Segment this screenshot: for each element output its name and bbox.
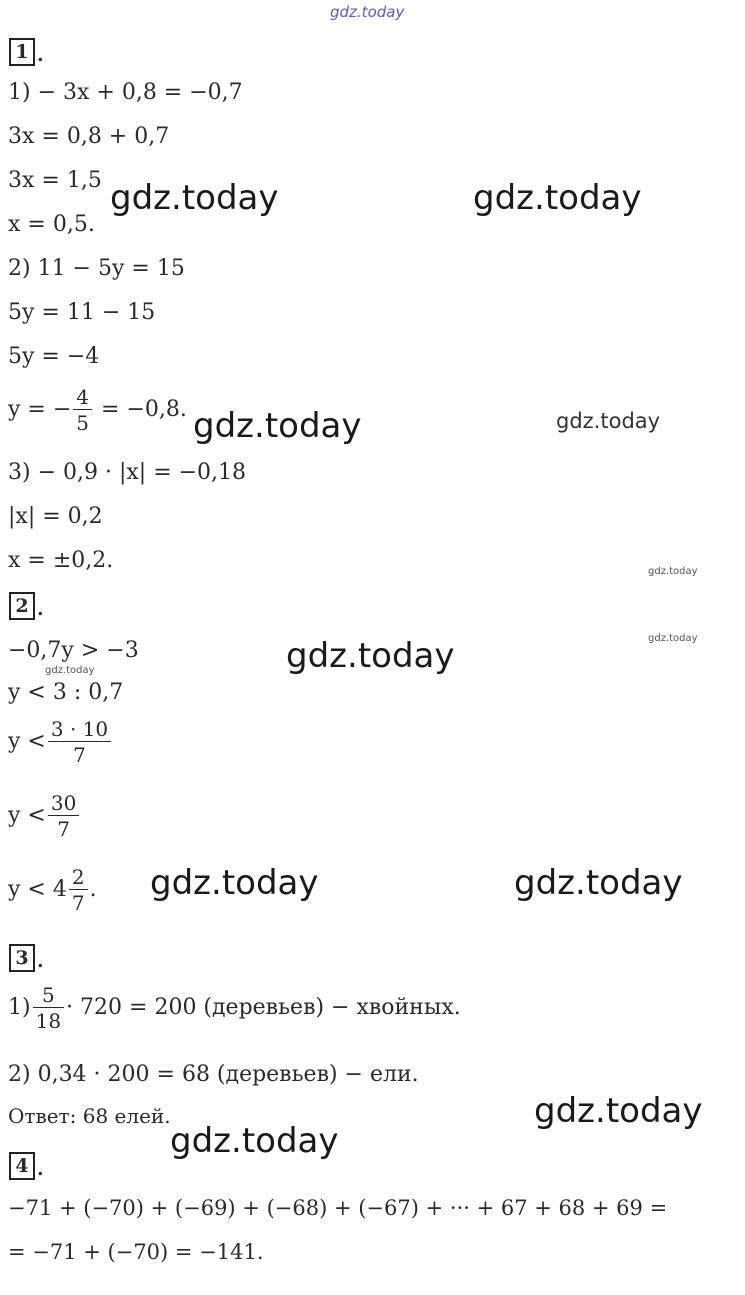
task-4-dot: .	[37, 1158, 44, 1180]
task-2-dot: .	[37, 598, 44, 620]
task-1-line-1: 1) − 3x + 0,8 = −0,7	[8, 80, 243, 105]
task-1-line-10: |x| = 0,2	[8, 504, 103, 529]
fraction-denominator: 7	[69, 889, 88, 914]
task-1-line-3: 3x = 1,5	[8, 168, 102, 193]
fraction-numerator: 3 · 10	[50, 717, 109, 741]
task-1-line-11: x = ±0,2.	[8, 548, 114, 573]
watermark: gdz.today	[473, 178, 642, 218]
watermark: gdz.today	[286, 636, 455, 676]
task-3-number: 3	[9, 944, 35, 972]
task-2-number: 2	[9, 592, 35, 620]
task-4-number: 4	[9, 1152, 35, 1180]
fraction-denominator: 18	[33, 1007, 64, 1032]
watermark: gdz.today	[514, 863, 683, 903]
fraction-numerator: 4	[76, 385, 90, 409]
watermark: gdz.today	[534, 1091, 703, 1131]
task-2-line-5-suffix: .	[89, 877, 97, 902]
watermark: gdz.today	[170, 1121, 339, 1161]
task-2-line-5-prefix: y < 4	[8, 877, 67, 902]
task-1-line-6: 5y = 11 − 15	[8, 300, 156, 325]
task-1-line-7: 5y = −4	[8, 344, 100, 369]
fraction-denominator: 7	[48, 741, 111, 766]
task-2-mixed-fraction	[69, 866, 88, 914]
task-1-line-8-suffix: = −0,8.	[94, 397, 187, 422]
task-1-line-5: 2) 11 − 5y = 15	[8, 256, 185, 281]
fraction-denominator: 7	[48, 815, 79, 840]
watermark: gdz.today	[45, 665, 95, 676]
task-1-dot: .	[37, 44, 44, 66]
task-2-line-5	[8, 866, 97, 914]
task-4-line-2: = −71 + (−70) = −141.	[8, 1240, 264, 1264]
task-1-line-9: 3) − 0,9 · |x| = −0,18	[8, 460, 247, 485]
task-1-line-2: 3x = 0,8 + 0,7	[8, 124, 170, 149]
task-3-line-1-suffix: · 720 = 200 (деревьев) − хвойных.	[66, 995, 461, 1020]
task-1-number: 1	[9, 38, 35, 66]
task-2-line-3	[8, 718, 113, 766]
task-1-fraction	[73, 386, 92, 434]
task-2-fraction-2	[48, 792, 79, 840]
fraction-denominator: 5	[73, 409, 92, 434]
task-1-line-8-prefix: y = −	[8, 397, 72, 422]
task-3-answer: Ответ: 68 елей.	[8, 1104, 171, 1128]
task-2-fraction-1	[48, 718, 111, 766]
task-3-line-1	[8, 984, 461, 1032]
watermark: gdz.today	[150, 863, 319, 903]
task-2-line-1: −0,7y > −3	[8, 638, 139, 663]
task-3-fraction	[33, 984, 64, 1032]
task-2-line-2: y < 3 : 0,7	[8, 680, 124, 705]
fraction-numerator: 30	[50, 791, 77, 815]
task-3-line-2: 2) 0,34 · 200 = 68 (деревьев) − ели.	[8, 1062, 419, 1087]
watermark: gdz.today	[193, 406, 362, 446]
task-3-dot: .	[37, 950, 44, 972]
fraction-numerator: 2	[71, 865, 85, 889]
watermark: gdz.today	[648, 633, 698, 644]
task-2-line-4	[8, 792, 81, 840]
task-2-line-3-prefix: y <	[8, 729, 46, 754]
header-watermark: gdz.today	[330, 3, 405, 21]
watermark: gdz.today	[556, 409, 661, 433]
task-2-line-4-prefix: y <	[8, 803, 46, 828]
task-1-line-8	[8, 386, 187, 434]
watermark: gdz.today	[110, 178, 279, 218]
task-1-line-4: x = 0,5.	[8, 212, 95, 237]
task-3-line-1-prefix: 1)	[8, 995, 31, 1020]
fraction-numerator: 5	[41, 983, 55, 1007]
task-4-line-1: −71 + (−70) + (−69) + (−68) + (−67) + ··· + 67 + 68 + 69 =	[8, 1196, 668, 1220]
watermark: gdz.today	[648, 566, 698, 577]
